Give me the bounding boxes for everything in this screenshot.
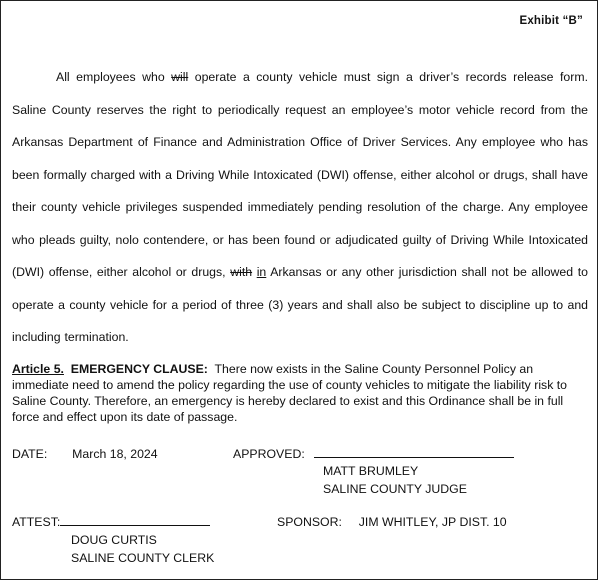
attester-name: DOUG CURTIS [71,533,157,547]
policy-text-part-1: All employees who [56,70,172,84]
sponsor-label: SPONSOR: [277,515,342,529]
attest-row [12,515,210,529]
struck-word-with: with [230,265,253,279]
policy-text-part-2: operate a county vehicle must sign a driver’s records release form. Saline County reserves the right to periodically request an employee’s motor vehicle record from the Arkansas Department of Finance and Administration Office of Driver Services. Any employee who has been formally charged with a Driving While Intoxicated (DWI) offense, either alcohol or drugs, shall have their county vehicle privileges suspended immediately pending resolution of the charge. Any employee who pleads guilty, nolo contendere, or has been found or adjudicated guilty of Driving While Intoxicated (DWI) offense, either alcohol or drugs, [12,70,588,279]
approver-title: SALINE COUNTY JUDGE [323,482,467,496]
date-row [12,447,158,461]
attest-label: ATTEST: [12,515,61,529]
sponsor-row [277,515,507,529]
approved-row [233,447,514,461]
exhibit-label: Exhibit “B” [519,15,583,27]
inserted-word-in: in [256,265,267,279]
article-number: Article 5. [12,362,64,376]
article-title: EMERGENCY CLAUSE: [70,362,208,376]
approved-label: APPROVED: [233,447,305,461]
article-text: There now exists in the Saline County Personnel Policy an immediate need to amend the policy regarding the use of county vehicles to mitigate the liability risk to Saline County. Therefore, an emergency is hereby declared to exist and this Ordinance shall be in full force and effect upon its date of passage. [12,362,568,424]
date-label: DATE: [12,447,48,461]
struck-word-will: will [171,70,189,84]
article-5-paragraph [12,361,590,425]
attester-title: SALINE COUNTY CLERK [71,551,215,565]
approved-signature-line [314,457,514,458]
sponsor-value: JIM WHITLEY, JP DIST. 10 [358,515,507,529]
article-heading [12,362,208,376]
policy-text-part-3: Arkansas or any other jurisdiction shall not be allowed to operate a county vehicle for a period of three (3) years and shall also be subject to discipline up to and including termination. [12,265,588,344]
attest-signature-line [60,525,210,526]
vehicle-policy-paragraph [12,61,588,354]
approver-name: MATT BRUMLEY [323,464,419,478]
date-value: March 18, 2024 [72,447,158,461]
